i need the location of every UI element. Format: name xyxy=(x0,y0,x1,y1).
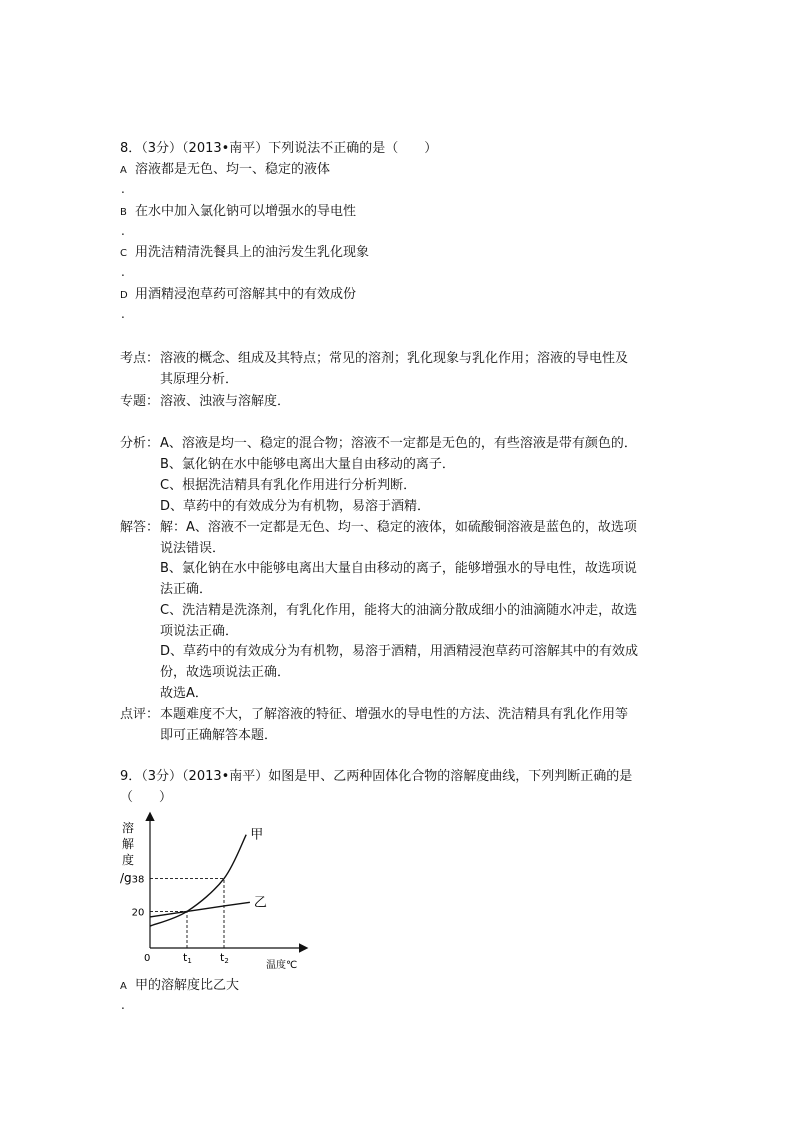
q9-stem-line-1: 9．（3分）（2013•南平）如图是甲、乙两种固体化合物的溶解度曲线，下列判断正确的是 xyxy=(120,769,633,784)
series-label-1: 甲 xyxy=(250,827,264,843)
jieda-line-4: 法正确． xyxy=(160,582,213,597)
jieda-line-7: D、草药中的有效成分为有机物，易溶于酒精，用酒精浸泡草药可溶解其中的有效成 xyxy=(160,644,639,659)
ylabel-char-1: 溶 xyxy=(122,821,135,835)
kaodian-line-1: 溶液的概念、组成及其特点；常见的溶剂；乳化现象与乳化作用；溶液的导电性及 xyxy=(160,351,629,366)
jieda-line-9: 故选A． xyxy=(160,686,208,701)
jieda-line-2: 说法错误． xyxy=(160,541,226,556)
series-line-1 xyxy=(150,835,246,926)
jieda-line-3: B、氯化钠在水中能够电离出大量自由移动的离子，能够增强水的导电性，故选项说 xyxy=(160,561,637,576)
fenxi-line-4: D、草药中的有效成分为有机物，易溶于酒精． xyxy=(160,499,431,514)
series-line-2 xyxy=(150,902,250,917)
q8-option-b-letter: B xyxy=(120,207,127,218)
x-tick-label-1: t1 xyxy=(183,951,192,965)
jieda-line-5: C、洗洁精是洗涤剂，有乳化作用，能将大的油滴分散成细小的油滴随水冲走，故选 xyxy=(160,603,638,618)
jieda-label: 解答： xyxy=(120,520,160,535)
q8-option-a-dot: . xyxy=(121,182,125,196)
q8-option-c-letter: C xyxy=(120,248,127,259)
jieda-line-8: 份，故选项说法正确． xyxy=(160,665,291,680)
fenxi-line-2: B、氯化钠在水中能够电离出大量自由移动的离子． xyxy=(160,457,455,472)
solubility-chart xyxy=(118,810,318,975)
chart-plot-area xyxy=(132,828,267,965)
q8-option-b-dot: . xyxy=(121,224,125,238)
jieda-line-6: 项说法正确． xyxy=(160,624,239,639)
series-label-2: 乙 xyxy=(253,895,267,911)
q8-option-c-text: 用洗洁精清洗餐具上的油污发生乳化现象 xyxy=(135,245,370,260)
fenxi-line-1: A、溶液是均一、稳定的混合物；溶液不一定都是无色的，有些溶液是带有颜色的． xyxy=(160,436,637,451)
q8-option-d-text: 用酒精浸泡草药可溶解其中的有效成份 xyxy=(135,287,357,302)
q8-option-c-dot: . xyxy=(121,265,125,279)
fenxi-line-3: C、根据洗洁精具有乳化作用进行分析判断． xyxy=(160,478,417,493)
y-tick-label-1: 20 xyxy=(131,907,145,919)
dianping-label: 点评： xyxy=(120,707,160,722)
q9-option-a-letter: A xyxy=(120,981,127,992)
q8-option-b-text: 在水中加入氯化钠可以增强水的导电性 xyxy=(135,204,357,219)
jieda-line-1: 解：A、溶液不一定都是无色、均一、稳定的液体，如硫酸铜溶液是蓝色的，故选项 xyxy=(160,520,637,535)
ylabel-char-2: 解 xyxy=(122,837,135,851)
origin-label: 0 xyxy=(144,953,151,964)
x-tick-label-2: t2 xyxy=(220,951,229,965)
fenxi-label: 分析： xyxy=(120,436,160,451)
q8-option-d-dot: . xyxy=(121,307,125,321)
kaodian-line-2: 其原理分析． xyxy=(160,372,239,387)
kaodian-label: 考点： xyxy=(120,351,160,366)
dianping-line-2: 即可正确解答本题． xyxy=(160,728,278,743)
q9-option-a-dot: . xyxy=(121,998,125,1012)
q8-option-a-letter: A xyxy=(120,165,127,176)
ylabel-char-4: /g xyxy=(120,871,132,885)
q9-option-a-text: 甲的溶解度比乙大 xyxy=(135,978,240,993)
q8-option-d-letter: D xyxy=(120,290,128,301)
zhuanti-label: 专题： xyxy=(120,394,160,409)
q8-stem: 8．（3分）（2013•南平）下列说法不正确的是（ ） xyxy=(120,141,438,156)
q9-stem-line-2: （ ） xyxy=(120,790,173,805)
y-tick-label-2: 38 xyxy=(131,874,145,886)
q8-option-a-text: 溶液都是无色、均一、稳定的液体 xyxy=(135,162,331,177)
zhuanti-text: 溶液、浊液与溶解度． xyxy=(160,394,291,409)
ylabel-char-3: 度 xyxy=(122,853,135,867)
dianping-line-1: 本题难度不大，了解溶液的特征、增强水的导电性的方法、洗洁精具有乳化作用等 xyxy=(160,707,629,722)
x-axis-label: 温度℃ xyxy=(266,960,298,971)
